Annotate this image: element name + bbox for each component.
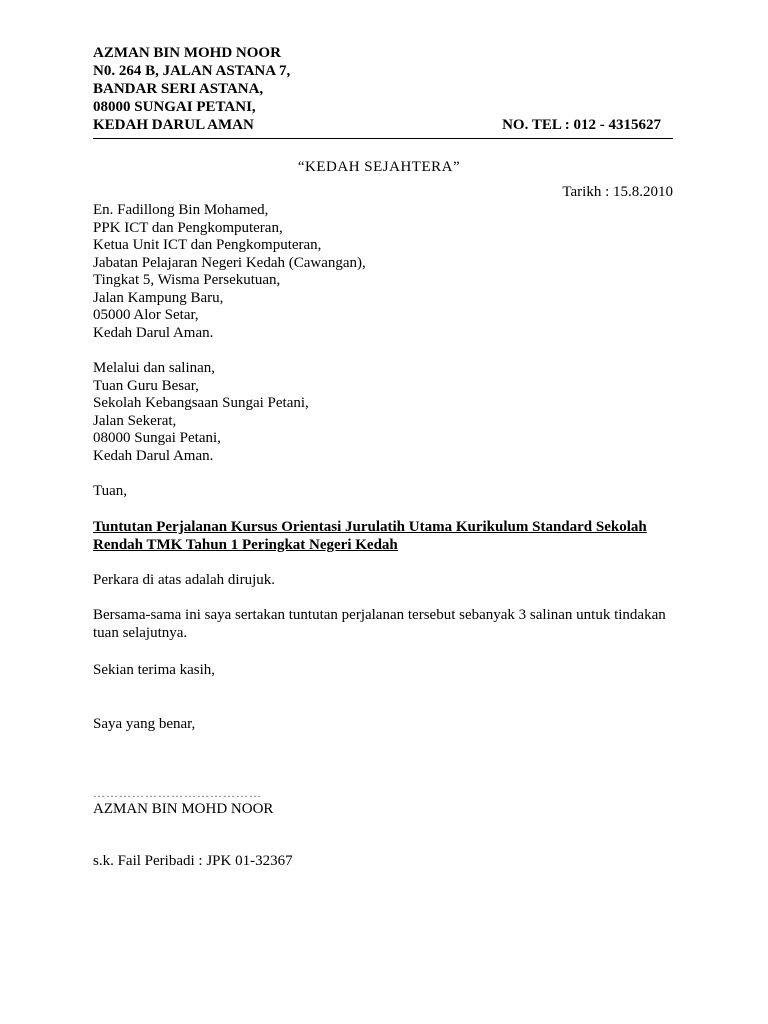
sender-phone: NO. TEL : 012 - 4315627 — [502, 117, 661, 133]
recipient-line: Ketua Unit ICT dan Pengkomputeran, — [93, 237, 322, 253]
signature-line: ………………………………… — [93, 786, 262, 800]
body-paragraph — [93, 715, 675, 733]
sender-block — [93, 44, 675, 134]
recipient-address — [93, 201, 675, 341]
sender-state: KEDAH DARUL AMAN — [93, 117, 254, 133]
body-paragraph — [93, 661, 675, 679]
copy-to-line: Sekolah Kebangsaan Sungai Petani, — [93, 395, 309, 411]
sender-address-line: 08000 SUNGAI PETANI, — [93, 99, 256, 115]
copy-to-line: Jalan Sekerat, — [93, 412, 177, 429]
recipient-line: PPK ICT dan Pengkomputeran, — [93, 219, 283, 236]
recipient-line: Jalan Kampung Baru, — [93, 289, 224, 306]
subject-line: Tuntutan Perjalanan Kursus Orientasi Jurulatih Utama Kurikulum Standard Sekolah — [93, 519, 647, 535]
header-divider — [93, 138, 673, 139]
letter-date: Tarikh : 15.8.2010 — [562, 184, 673, 200]
recipient-line: Jabatan Pelajaran Negeri Kedah (Cawangan), — [93, 254, 366, 271]
body-paragraph — [93, 606, 675, 642]
body-text: Bersama-sama ini saya sertakan tuntutan perjalanan tersebut sebanyak 3 salinan untuk tindakan — [93, 607, 666, 623]
subject-heading — [93, 518, 675, 554]
salutation: Tuan, — [93, 483, 128, 499]
recipient-line: En. Fadillong Bin Mohamed, — [93, 202, 269, 218]
copy-to-line: Kedah Darul Aman. — [93, 447, 214, 464]
recipient-line: Tingkat 5, Wisma Persekutuan, — [93, 272, 281, 288]
recipient-line: Kedah Darul Aman. — [93, 324, 214, 341]
letter-page — [93, 44, 675, 870]
body-text: tuan selajutnya. — [93, 625, 188, 641]
sender-address-line: N0. 264 B, JALAN ASTANA 7, — [93, 63, 291, 79]
sender-state-row — [93, 116, 675, 134]
signatory-name: AZMAN BIN MOHD NOOR — [93, 801, 274, 817]
closing-thanks: Sekian terima kasih, — [93, 662, 216, 678]
carbon-copy-note: s.k. Fail Peribadi : JPK 01-32367 — [93, 853, 293, 869]
closing-phrase: Saya yang benar, — [93, 716, 196, 732]
copy-to-line: Melalui dan salinan, — [93, 360, 216, 376]
body-paragraph — [93, 571, 675, 589]
sender-address-line: BANDAR SERI ASTANA, — [93, 81, 264, 97]
subject-line: Rendah TMK Tahun 1 Peringkat Negeri Kedah — [93, 537, 398, 553]
copy-to-line: Tuan Guru Besar, — [93, 377, 199, 394]
body-text: Perkara di atas adalah dirujuk. — [93, 572, 276, 588]
copy-to-line: 08000 Sungai Petani, — [93, 430, 221, 446]
copy-to-address — [93, 359, 675, 464]
state-motto: “KEDAH SEJAHTERA” — [297, 159, 461, 175]
sender-name: AZMAN BIN MOHD NOOR — [93, 45, 281, 61]
recipient-line: 05000 Alor Setar, — [93, 307, 199, 323]
